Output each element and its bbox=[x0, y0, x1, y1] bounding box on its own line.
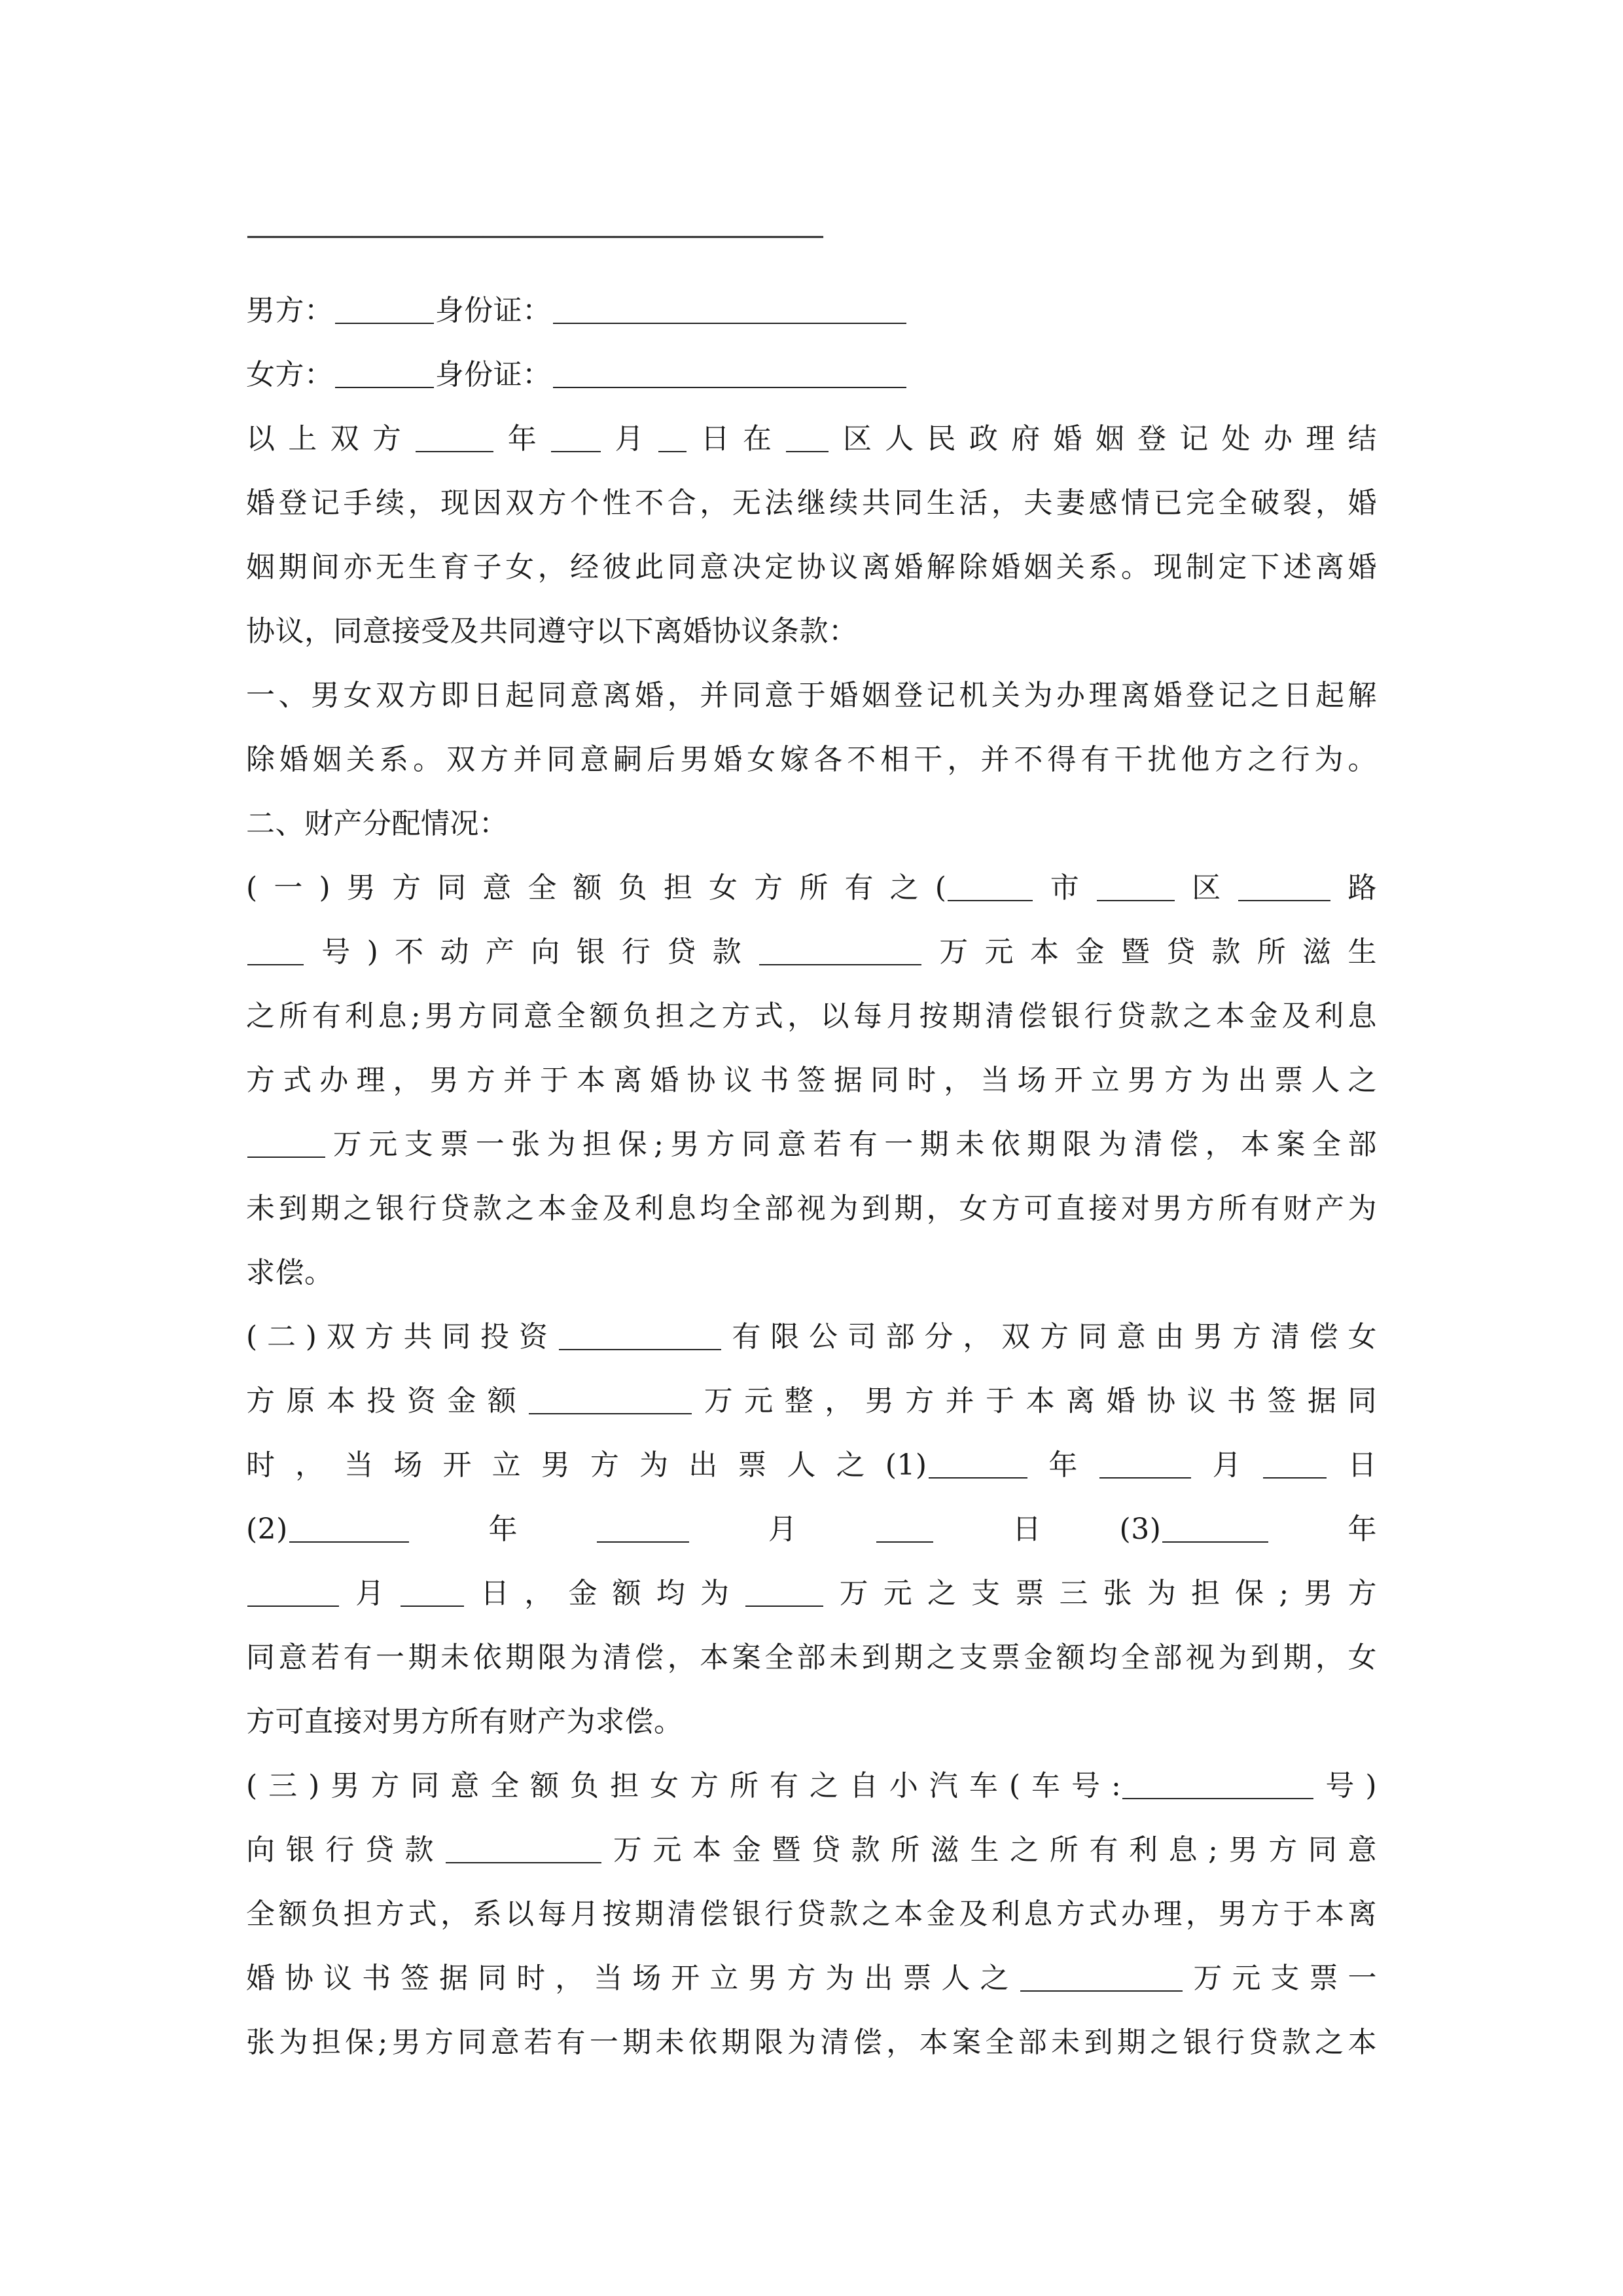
text-line: 协议，同意接受及共同遵守以下离婚协议条款： bbox=[246, 615, 858, 648]
text-line: 未到期之银行贷款之本金及利息均全部视为到期，女方可直接对男方所有财产为 bbox=[246, 1192, 1377, 1225]
fill-in-blank[interactable] bbox=[553, 358, 906, 388]
top-divider-rule: —————————————————————— bbox=[246, 219, 822, 252]
fill-in-blank[interactable] bbox=[786, 422, 829, 452]
text-line: 方式办理，男方并于本离婚协议书签据同时，当场开立男方为出票人之 bbox=[246, 1064, 1377, 1097]
text-line: 求偿。 bbox=[246, 1256, 334, 1289]
fill-in-blank[interactable] bbox=[289, 1513, 410, 1543]
text-line: 月 日，金额均为 万元之支票三张为担保;男方 bbox=[246, 1562, 1377, 1626]
fill-in-blank[interactable] bbox=[559, 1320, 721, 1350]
fill-in-blank[interactable] bbox=[1122, 1769, 1313, 1799]
fill-in-blank[interactable] bbox=[247, 1128, 325, 1158]
fill-in-blank[interactable] bbox=[335, 358, 434, 388]
fill-in-blank[interactable] bbox=[1238, 871, 1330, 901]
text-line: 号)不动产向银行贷款 万元本金暨贷款所滋生 bbox=[246, 920, 1377, 984]
document-page bbox=[246, 216, 1377, 2075]
agreement-body bbox=[246, 279, 1377, 2075]
text-line: 万元支票一张为担保;男方同意若有一期未依期限为清偿，本案全部 bbox=[246, 1113, 1377, 1177]
fill-in-blank[interactable] bbox=[1020, 1962, 1183, 1992]
text-line: (二)双方共同投资 有限公司部分，双方同意由男方清偿女 bbox=[246, 1320, 1377, 1354]
fill-in-blank[interactable] bbox=[335, 294, 434, 324]
fill-in-blank[interactable] bbox=[247, 935, 304, 965]
fill-in-blank[interactable] bbox=[553, 294, 906, 324]
fill-in-blank[interactable] bbox=[876, 1513, 933, 1543]
text-line: 男方： 身份证： bbox=[246, 279, 1377, 343]
fill-in-blank[interactable] bbox=[948, 871, 1033, 901]
text-line: 方原本投资金额 万元整，男方并于本离婚协议书签据同 bbox=[246, 1384, 1378, 1418]
text-line: 向银行贷款 万元本金暨贷款所滋生之所有利息;男方同意 bbox=[246, 1833, 1378, 1867]
text-line: 二、财产分配情况： bbox=[246, 807, 508, 840]
text-line: 全额负担方式，系以每月按期清偿银行贷款之本金及利息方式办理，男方于本离 bbox=[246, 1897, 1377, 1931]
text-line: (一)男方同意全额负担女方所有之( 市 区 路 bbox=[246, 871, 1378, 905]
text-line: (2) 年 月 日(3) 年 bbox=[246, 1513, 1378, 1546]
fill-in-blank[interactable] bbox=[1099, 1448, 1191, 1479]
fill-in-blank[interactable] bbox=[247, 1577, 339, 1607]
fill-in-blank[interactable] bbox=[597, 1513, 688, 1543]
text-line: 以上双方 年 月 日在 区人民政府婚姻登记处办理结 bbox=[246, 422, 1377, 456]
fill-in-blank[interactable] bbox=[551, 422, 601, 452]
text-line: 同意若有一期未依期限为清偿，本案全部未到期之支票金额均全部视为到期，女 bbox=[246, 1641, 1377, 1674]
fill-in-blank[interactable] bbox=[745, 1577, 823, 1607]
fill-in-blank[interactable] bbox=[1097, 871, 1175, 901]
fill-in-blank[interactable] bbox=[416, 422, 493, 452]
text-line: 方可直接对男方所有财产为求偿。 bbox=[246, 1705, 683, 1738]
fill-in-blank[interactable] bbox=[1162, 1513, 1268, 1543]
text-line: 张为担保;男方同意若有一期未依期限为清偿，本案全部未到期之银行贷款之本 bbox=[246, 2026, 1377, 2059]
text-line: 姻期间亦无生育子女，经彼此同意决定协议离婚解除婚姻关系。现制定下述离婚 bbox=[246, 550, 1377, 584]
fill-in-blank[interactable] bbox=[759, 935, 921, 965]
text-line: 女方： 身份证： bbox=[246, 343, 1377, 407]
text-line: 除婚姻关系。双方并同意嗣后男婚女嫁各不相干，并不得有干扰他方之行为。 bbox=[246, 743, 1377, 776]
fill-in-blank[interactable] bbox=[446, 1833, 601, 1863]
text-line: 婚协议书签据同时，当场开立男方为出票人之 万元支票一 bbox=[246, 1962, 1378, 1995]
fill-in-blank[interactable] bbox=[1263, 1448, 1327, 1479]
text-line: 之所有利息;男方同意全额负担之方式，以每月按期清偿银行贷款之本金及利息 bbox=[246, 999, 1377, 1033]
fill-in-blank[interactable] bbox=[529, 1384, 691, 1414]
text-line: (三)男方同意全额负担女方所有之自小汽车(车号: 号) bbox=[246, 1769, 1377, 1803]
text-line: 婚登记手续，现因双方个性不合，无法继续共同生活，夫妻感情已完全破裂，婚 bbox=[246, 486, 1377, 520]
fill-in-blank[interactable] bbox=[658, 422, 687, 452]
text-line: 时，当场开立男方为出票人之(1) 年 月 日 bbox=[246, 1448, 1378, 1482]
fill-in-blank[interactable] bbox=[401, 1577, 464, 1607]
fill-in-blank[interactable] bbox=[929, 1448, 1027, 1479]
text-line: 一、男女双方即日起同意离婚，并同意于婚姻登记机关为办理离婚登记之日起解 bbox=[246, 679, 1377, 712]
